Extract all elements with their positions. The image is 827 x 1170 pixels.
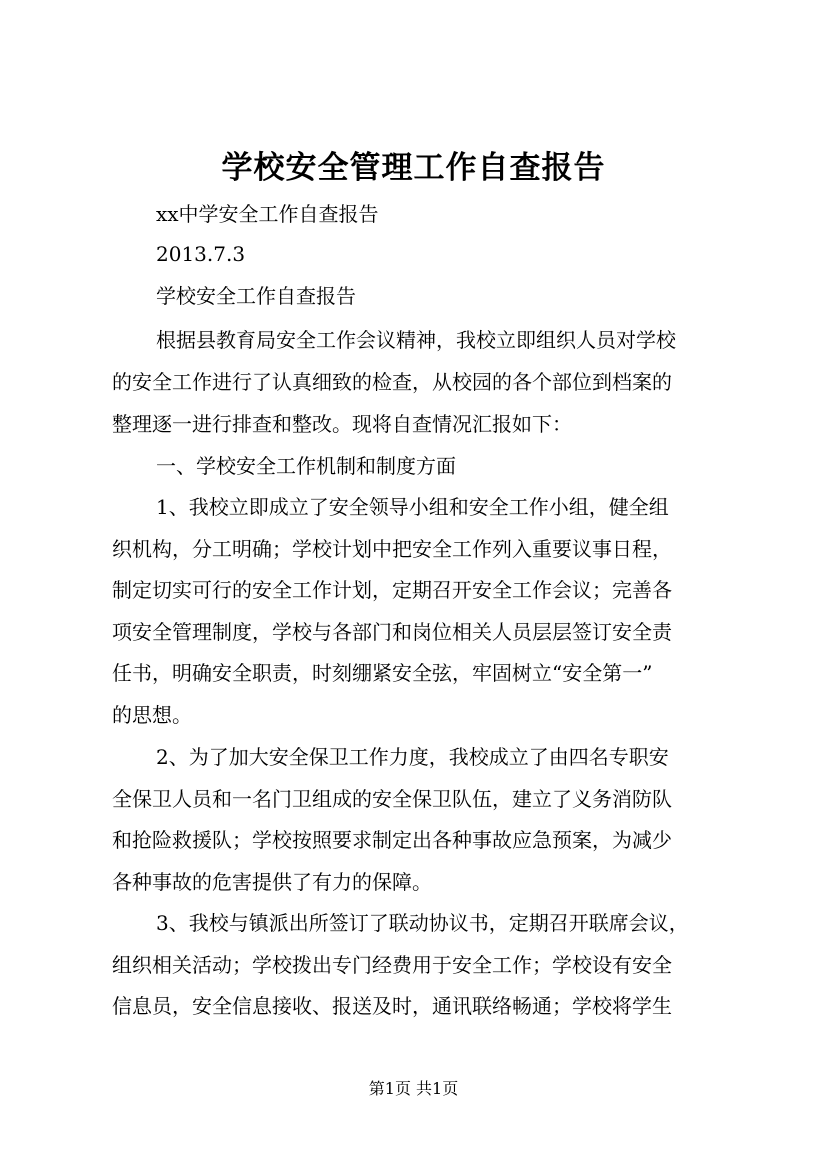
- body-line: 根据县教育局安全工作会议精神，我校立即组织人员对学校: [156, 328, 676, 352]
- body-line: 织机构，分工明确；学校计划中把安全工作列入重要议事日程，: [112, 537, 672, 561]
- document-title: 学校安全管理工作自查报告: [221, 150, 606, 186]
- body-line: 组织相关活动；学校拨出专门经费用于安全工作；学校设有安全: [112, 953, 672, 977]
- body-line: 各种事故的危害提供了有力的保障。: [112, 870, 432, 894]
- body-line: 全保卫人员和一名门卫组成的安全保卫队伍，建立了义务消防队: [112, 787, 672, 811]
- body-line: 和抢险救援队；学校按照要求制定出各种事故应急预案，为减少: [112, 828, 672, 852]
- body-line: 整理逐一进行排查和整改。现将自查情况汇报如下：: [112, 412, 572, 436]
- body-line: 任书，明确安全职责，时刻绷紧安全弦，牢固树立“安全第一”: [112, 661, 653, 685]
- body-line: 信息员，安全信息接收、报送及时，通讯联络畅通；学校将学生: [112, 994, 672, 1018]
- heading-line: 学校安全工作自查报告: [156, 284, 356, 308]
- body-line: 的思想。: [112, 703, 192, 727]
- page-number: 第1页 共1页: [368, 1079, 459, 1098]
- body-line: 2、为了加大安全保卫工作力度，我校成立了由四名专职安: [156, 745, 669, 769]
- body-line: 制定切实可行的安全工作计划，定期召开安全工作会议；完善各: [112, 578, 672, 602]
- body-line: 3、我校与镇派出所签订了联动协议书，定期召开联席会议，: [156, 911, 689, 935]
- subtitle-line: xx中学安全工作自查报告: [156, 202, 379, 226]
- body-line: 项安全管理制度，学校与各部门和岗位相关人员层层签订安全责: [112, 620, 672, 644]
- date-line: 2013.7.3: [156, 242, 246, 266]
- body-line: 1、我校立即成立了安全领导小组和安全工作小组，健全组: [156, 495, 669, 519]
- body-line: 的安全工作进行了认真细致的检查，从校园的各个部位到档案的: [112, 370, 672, 394]
- section-heading: 一、学校安全工作机制和制度方面: [156, 454, 456, 478]
